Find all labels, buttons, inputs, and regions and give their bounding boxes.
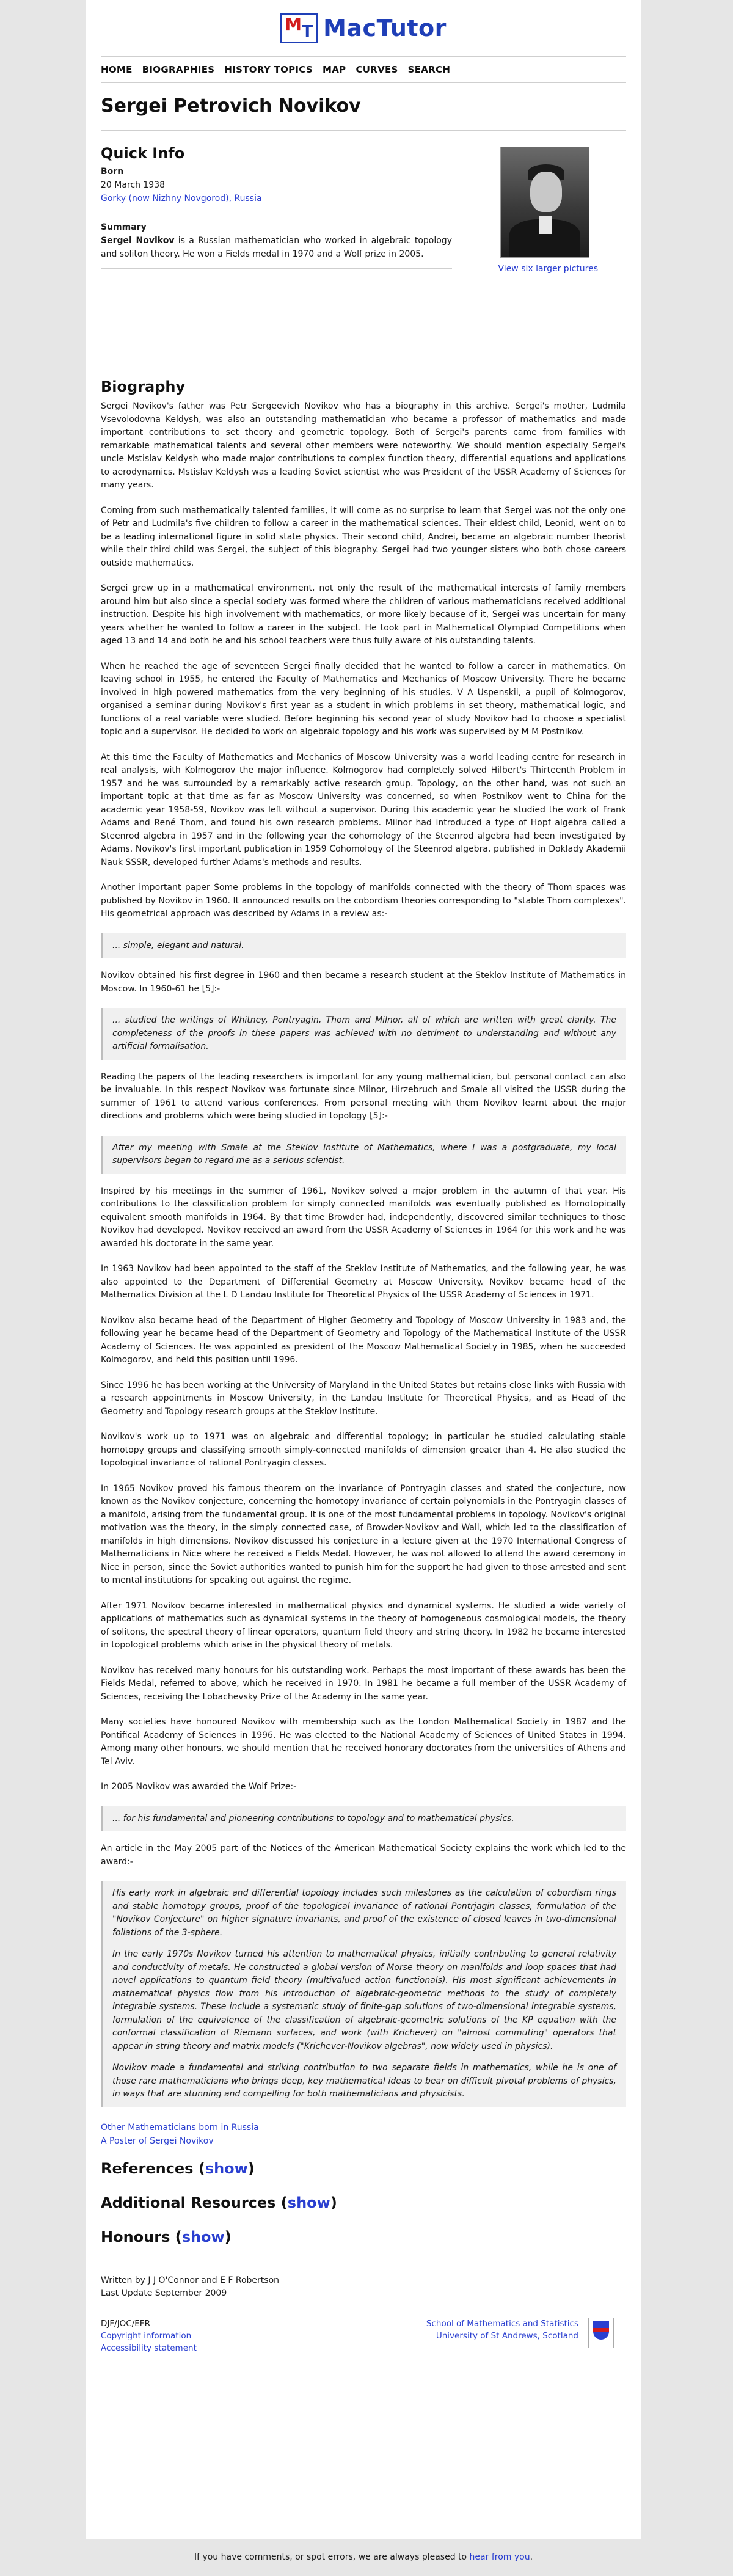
quick-info [101,147,626,367]
bio-paragraph: Sergei Novikov's father was Petr Sergeevich Novikov who has a biography in this archive. Sergei's mother, Ludmila Vsevolodovna Keldysh, was also an outstanding mathematician who became a professor of mathematics and made important contributions to set theory and geometric topology. Both of Sergei's parents came from families with remarkable mathematical talents and several other members were noteworthy. We should mention especially Sergei's uncle Mstislav Keldysh who made major contributions to complex function theory, differential equations and applications to aerodynamics. Mstislav Keldysh was a leading Soviet scientist who was President of the USSR Academy of Sciences for many years. [101,401,626,490]
page-title: Sergei Petrovich Novikov [101,95,361,117]
logo-m: M [285,14,302,34]
bio-paragraph: Coming from such mathematically talented families, it will come as no surprise to learn that Sergei was not the only one of Petr and Ludmila's five children to follow a career in the mathematical sciences. Their eldest child, Leonid, went on to be a leading international figure in solid state physics. Their second child, Andrei, became an algebraic number theorist while their third child was Sergei, the subject of this biography. Sergei had two younger sisters who both chose careers outside mathematics. [101,505,626,568]
quote-text: In the early 1970s Novikov turned his attention to mathematical physics, initially contributing to general relativity and conductivity of metals. He constructed a global version of Morse theory on manifolds and loop spaces that had novel applications to quantum field theory (multivalued action functionals). His most significant achievements in mathematical physics flow from his introduction of algebraic-geometric methods to the study of completely integrable systems. These include a systematic study of finite-gap solutions of two-dimensional integrable systems, formulation of the equivalence of the classification of algebraic-geometric solutions of the KP equation with the conformal classification of Riemann surfaces, and work (with Krichever) on "almost commuting" operators that appear in string theory and matrix models ("Krichever-Novikov algebras", now widely used in physics). [112,1949,616,2051]
honours-show-toggle[interactable]: show [181,2228,225,2246]
quote-text: Novikov made a fundamental and striking contribution to two separate fields in mathematics, while he is one of those rare mathematicians who brings deep, key mathematical ideas to bear on difficult pivotal problems of physics, in ways that are stunning and compelling for both mathematicians and physicists. [112,2063,616,2099]
bio-paragraph: In 1965 Novikov proved his famous theorem on the invariance of Pontryagin classes and stated the conjecture, now known as the Novikov conjecture, concerning the homotopy invariance of certain polynomials in the Pontryagin classes of a manifold, arising from the fundamental group. It is one of the most fundamental problems in topology. Novikov's original motivation was the theory, in the simply connected case, of Browder-Novikov and Wall, which led to the classification of manifolds in high dimensions. Novikov discussed his conjecture in a lecture given at the 1970 International Congress of Mathematicians in Nice where he received a Fields Medal. However, he was not allowed to attend the award ceremony in Nice in person, since the Soviet authorities wanted to punish him for the support he had given to those arrested and sent to mental institutions for speaking out against the regime. [101,1483,626,1585]
bio-paragraph: When he reached the age of seventeen Sergei finally decided that he wanted to follow a career in mathematics. On leaving school in 1955, he entered the Faculty of Mathematics and Mechanics of Moscow University. There he became involved in high powered mathematics from the very beginning of his studies. V A Uspenskii, a pupil of Kolmogorov, organised a seminar during Novikov's first year as a student in which problems in set theory, mathematical logic, and functions of a real variable were studied. Before beginning his second year of study Novikov had to choose a specialist topic and a supervisor. He decided to work on algebraic topology and his work was supervised by M M Postnikov. [101,661,626,737]
born-date: 20 March 1938 [101,180,166,190]
quote-text: ... simple, elegant and natural. [112,940,244,950]
quote-text: ... studied the writings of Whitney, Pontryagin, Thom and Milnor, all of which are written with great clarity. The completeness of the proofs in these papers was achieved with no detriment to understanding and without any artificial formalisation. [112,1015,616,1051]
references-heading: References ( [101,2159,205,2177]
additional-resources-section [101,2194,626,2211]
university-crest-icon[interactable] [588,2318,614,2348]
site-logo[interactable] [280,13,447,43]
quick-info-heading: Quick Info [101,145,185,162]
last-update: Last Update September 2009 [101,2288,227,2298]
paren-close: ) [224,2228,232,2246]
authorship [101,2274,626,2300]
school-link[interactable]: School of Mathematics and Statistics [426,2318,578,2329]
bio-paragraph: Novikov also became head of the Department of Higher Geometry and Topology of Moscow University in 1983 and, the following year he became head of the Department of Geometry and Topology of the Mathematical Institute of the USSR Academy of Sciences. He was appointed as president of the Moscow Mathematical Society in 1985, when he succeeded Kolmogorov, and held this position until 1996. [101,1315,626,1365]
summary-label: Summary [101,222,147,232]
related-links [101,2121,626,2148]
portrait-face [530,172,562,212]
site-header [101,0,626,56]
references-show-toggle[interactable]: show [205,2159,248,2177]
summary-name: Sergei Novikov [101,236,175,246]
references-section [101,2160,626,2177]
logo-icon [280,13,318,43]
portrait-collar [539,216,552,234]
feedback-bar [86,2539,641,2576]
bio-paragraph: An article in the May 2005 part of the Notices of the American Mathematical Society explains the work which led to the award:- [101,1844,626,1867]
bio-paragraph: Novikov's work up to 1971 was on algebraic and differential topology; in particular he studied calculating stable homotopy groups and classifying smooth simply-connected manifolds of dimension greater than 4. He also studied the topological invariance of rational Pontryagin classes. [101,1432,626,1468]
biography [101,378,626,2107]
bio-paragraph: At this time the Faculty of Mathematics and Mechanics of Moscow University was a world leading centre for research in real analysis, with Kolmogorov the major influence. Kolmogorov had completely solved Hilbert's Thirteenth Problem in 1957 and he was surrounded by a remarkably active research group. Topology, on the other hand, was not such an important topic at that time as far as Moscow University was concerned, so when Postnikov went to China for the academic year 1958-59, Novikov was left without a supervisor. During this academic year he studied the work of Frank Adams and René Thom, and found his own research problems. Milnor had introduced a type of Hopf algebra called a Steenrod algebra in 1957 and in the following year the cohomology of the Steenrod algebra had been investigated by Adams. Novikov's first important publication in 1959 Cohomology of the Steenrod algebra, published in Doklady Akademii Nauk SSSR, developed further Adams's methods and results. [101,752,626,867]
footer-codes: DJF/JOC/EFR [101,2318,150,2329]
portrait-image[interactable] [500,147,589,258]
nav-curves[interactable]: CURVES [356,64,398,75]
biography-heading: Biography [101,378,186,395]
summary-text [101,234,452,261]
born-place-link[interactable]: Gorky (now Nizhny Novgorod), Russia [101,194,262,203]
copyright-link[interactable]: Copyright information [101,2330,192,2341]
quote-text: His early work in algebraic and differential topology includes such milestones as the calculation of cobordism rings and stable homotopy groups, proof of the topological invariance of rational Pontrjagin classes, formulation of the "Novikov Conjecture" on higher signature invariants, and proof of the existence of closed leaves in two-dimensional foliations of the 3-sphere. [112,1888,616,1938]
honours-section [101,2228,626,2246]
bio-paragraph: After 1971 Novikov became interested in mathematical physics and dynamical systems. He studied a wide variety of applications of mathematics such as dynamical systems in the theory of homogeneous cosmological models, the theory of solitons, the spectral theory of linear operators, quantum field theory and string theory. In 1982 he became interested in topological problems which arise in the physical theory of metals. [101,1600,626,1650]
paren-close: ) [247,2159,255,2177]
view-pictures-link[interactable]: View six larger pictures [498,264,598,274]
university-link[interactable]: University of St Andrews, Scotland [436,2330,578,2341]
feedback-text: If you have comments, or spot errors, we are always pleased to [194,2552,470,2562]
bio-paragraph: Novikov obtained his first degree in 1960 and then became a research student at the Steklov Institute of Mathematics in Moscow. In 1960-61 he [5]:- [101,971,626,994]
main-nav [101,57,626,82]
bio-paragraph: Novikov has received many honours for his outstanding work. Perhaps the most important of these awards has been the Fields Medal, referred to above, which he received in 1970. In 1981 he became a full member of the USSR Academy of Sciences, receiving the Lobachevsky Prize of the Academy in the same year. [101,1665,626,1702]
nav-biographies[interactable]: BIOGRAPHIES [142,64,215,75]
bio-paragraph: Inspired by his meetings in the summer of 1961, Novikov solved a major problem in the autumn of that year. His contributions to the classification problem for simply connected manifolds was eventually published as Homotopically equivalent smooth manifolds in 1964. By that time Browder had, independently, discovered similar techniques to those Novikov had developed. Novikov received an award from the USSR Academy of Sciences in 1964 for this work and he was awarded his doctorate in the same year. [101,1186,626,1249]
crest-band [593,2328,609,2332]
divider [101,82,626,83]
accessibility-link[interactable]: Accessibility statement [101,2343,197,2353]
additional-show-toggle[interactable]: show [287,2194,330,2211]
quote-text: ... for his fundamental and pioneering contributions to topology and to mathematical physics. [112,1813,514,1823]
logo-t: T [302,23,313,41]
nav-home[interactable]: HOME [101,64,133,75]
additional-heading: Additional Resources ( [101,2194,288,2211]
feedback-link[interactable]: hear from you [469,2552,530,2562]
bio-paragraph: In 1963 Novikov had been appointed to the staff of the Steklov Institute of Mathematics, and the following year, he was also appointed to the Department of Differential Geometry at Moscow University. Novikov became head of the Mathematics Division at the L D Landau Institute for Theoretical Physics of the USSR Academy of Sciences in 1971. [101,1264,626,1300]
honours-heading: Honours ( [101,2228,182,2246]
nav-search[interactable]: SEARCH [407,64,451,75]
born-label: Born [101,167,124,177]
bio-paragraph: Since 1996 he has been working at the University of Maryland in the United States but retains close links with Russia with a research appointments in Moscow University, in the Landau Institute for Theoretical Physics, and as Head of the Geometry and Topology research groups at the Steklov Institute. [101,1380,626,1417]
feedback-end: . [530,2552,533,2562]
divider [101,130,626,131]
bio-paragraph: Many societies have honoured Novikov with membership such as the London Mathematical Society in 1987 and the Pontifical Academy of Sciences in 1996. He was elected to the National Academy of Sciences of United States in 1994. Among many other honours, we should mention that he received honorary doctorates from the universities of Athens and Tel Aviv. [101,1717,626,1767]
quote-block [101,1806,626,1832]
quote-block [101,933,626,959]
quote-block [101,1136,626,1174]
quote-text: After my meeting with Smale at the Steklov Institute of Mathematics, where I was a postgraduate, my local supervisors began to regard me as a serious scientist. [112,1142,616,1166]
summary-body: is a Russian mathematician who worked in algebraic topology and soliton theory. He won a Fields medal in 1970 and a Wolf prize in 2005. [101,236,452,259]
quote-block [101,1008,626,1060]
site-footer [101,2310,626,2362]
other-mathematicians-link[interactable]: Other Mathematicians born in Russia [101,2122,259,2133]
written-by: Written by J J O'Connor and E F Robertson [101,2275,280,2285]
bio-paragraph: Reading the papers of the leading researchers is important for any young mathematician, but personal contact can also be invaluable. In this respect Novikov was fortunate since Milnor, Hirzebruch and Smale all visited the USSR during the summer of 1961 to attend various conferences. From personal meeting with them Novikov learnt about the major directions and problems which were being studied in topology [5]:- [101,1071,626,1121]
page [86,0,641,2576]
bio-paragraph: In 2005 Novikov was awarded the Wolf Prize:- [101,1782,297,1792]
bio-paragraph: Another important paper Some problems in the topology of manifolds connected with the theory of Thom spaces was published by Novikov in 1960. It announced results on the cobordism theories corresponding to "stable Thom complexes". His geometrical approach was described by Adams in a review as:- [101,883,626,919]
bio-paragraph: Sergei grew up in a mathematical environment, not only the result of the mathematical interests of family members around him but also since a special society was formed where the children of various mathematicians received additional instruction. Despite his high involvement with mathematics, or more likely because of it, Sergei was uncertain for many years whether he wanted to follow a career in the subject. He took part in Mathematical Olympiad Competitions when aged 13 and 14 and both he and his school teachers were thus fully aware of his outstanding talents. [101,583,626,646]
quote-block [101,1881,626,2107]
paren-close: ) [330,2194,337,2211]
nav-map[interactable]: MAP [323,64,346,75]
divider [101,268,452,269]
nav-history-topics[interactable]: HISTORY TOPICS [224,64,313,75]
logo-text: MacTutor [323,15,447,42]
poster-link[interactable]: A Poster of Sergei Novikov [101,2136,214,2146]
